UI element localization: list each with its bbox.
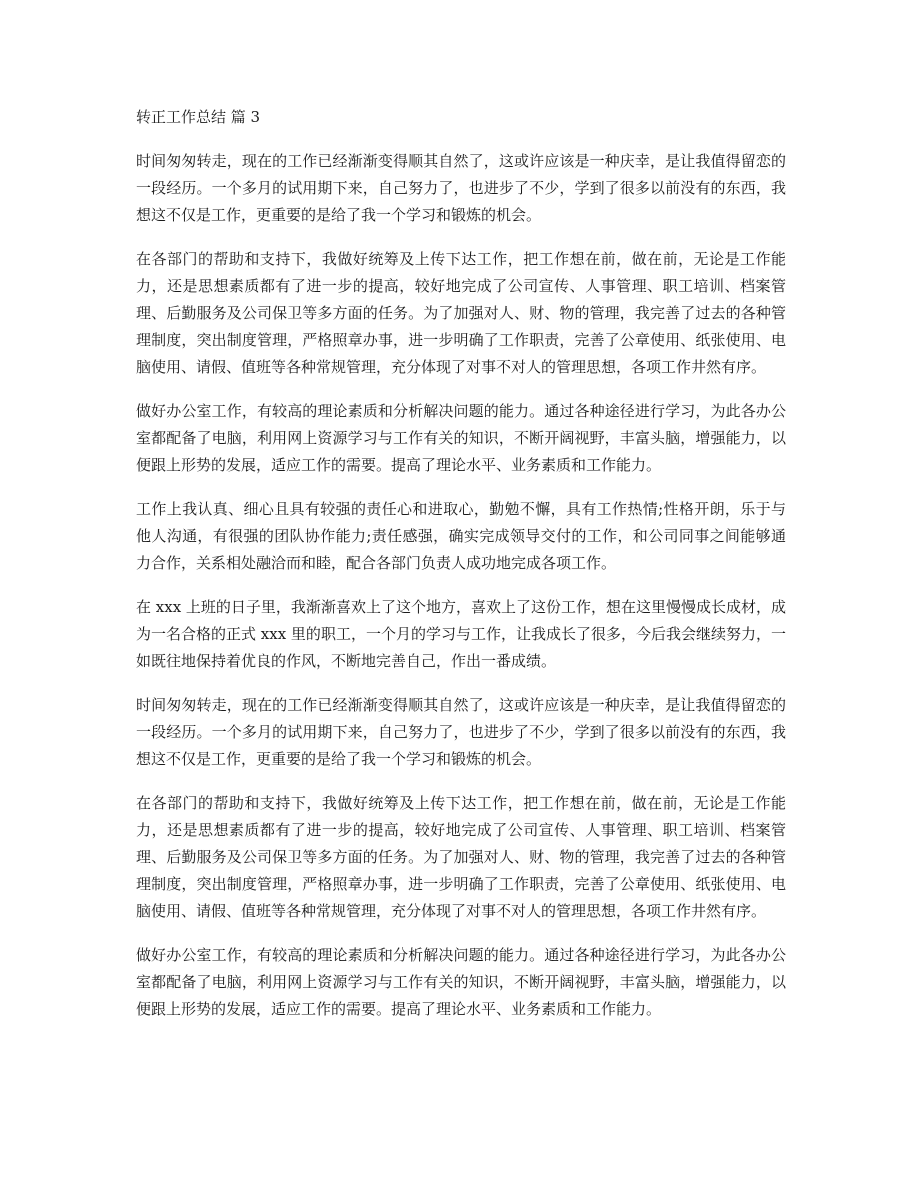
- document-title: 转正工作总结 篇 3: [136, 108, 261, 126]
- paragraph-8: 做好办公室工作，有较高的理论素质和分析解决问题的能力。通过各种途径进行学习，为此各办公室都配备了电脑，利用网上资源学习与工作有关的知识，不断开阔视野，丰富头脑，增强能力，以便跟上形势的发展，适应工作的需要。提高了理论水平、业务素质和工作能力。: [136, 946, 786, 1018]
- paragraph-2: 在各部门的帮助和支持下，我做好统筹及上传下达工作，把工作想在前，做在前，无论是工作能力，还是思想素质都有了进一步的提高，较好地完成了公司宣传、人事管理、职工培训、档案管理、后勤服务及公司保卫等多方面的任务。为了加强对人、财、物的管理，我完善了过去的各种管理制度，突出制度管理，严格照章办事，进一步明确了工作职责，完善了公章使用、纸张使用、电脑使用、请假、值班等各种常规管理，充分体现了对事不对人的管理思想，各项工作井然有序。: [136, 250, 786, 376]
- paragraph-1: 时间匆匆转走，现在的工作已经渐渐变得顺其自然了，这或许应该是一种庆幸，是让我值得留恋的一段经历。一个多月的试用期下来，自己努力了，也进步了不少，学到了很多以前没有的东西，我想这不仅是工作，更重要的是给了我一个学习和锻炼的机会。: [136, 152, 786, 224]
- paragraph-3: 做好办公室工作，有较高的理论素质和分析解决问题的能力。通过各种途径进行学习，为此各办公室都配备了电脑，利用网上资源学习与工作有关的知识，不断开阔视野，丰富头脑，增强能力，以便跟上形势的发展，适应工作的需要。提高了理论水平、业务素质和工作能力。: [136, 402, 786, 474]
- paragraph-6: 时间匆匆转走，现在的工作已经渐渐变得顺其自然了，这或许应该是一种庆幸，是让我值得留恋的一段经历。一个多月的试用期下来，自己努力了，也进步了不少，学到了很多以前没有的东西，我想这不仅是工作，更重要的是给了我一个学习和锻炼的机会。: [136, 696, 786, 768]
- paragraph-7: 在各部门的帮助和支持下，我做好统筹及上传下达工作，把工作想在前，做在前，无论是工作能力，还是思想素质都有了进一步的提高，较好地完成了公司宣传、人事管理、职工培训、档案管理、后勤服务及公司保卫等多方面的任务。为了加强对人、财、物的管理，我完善了过去的各种管理制度，突出制度管理，严格照章办事，进一步明确了工作职责，完善了公章使用、纸张使用、电脑使用、请假、值班等各种常规管理，充分体现了对事不对人的管理思想，各项工作井然有序。: [136, 794, 786, 920]
- document-body: [136, 104, 786, 1040]
- paragraph-4: 工作上我认真、细心且具有较强的责任心和进取心，勤勉不懈，具有工作热情;性格开朗，乐于与他人沟通，有很强的团队协作能力;责任感强，确实完成领导交付的工作，和公司同事之间能够通力合作，关系相处融洽而和睦，配合各部门负责人成功地完成各项工作。: [136, 500, 786, 572]
- paragraph-5: 在 xxx 上班的日子里，我渐渐喜欢上了这个地方，喜欢上了这份工作，想在这里慢慢成长成材，成为一名合格的正式 xxx 里的职工，一个月的学习与工作，让我成长了很多，今后我会继续努力，一如既往地保持着优良的作风，不断地完善自己，作出一番成绩。: [136, 598, 786, 670]
